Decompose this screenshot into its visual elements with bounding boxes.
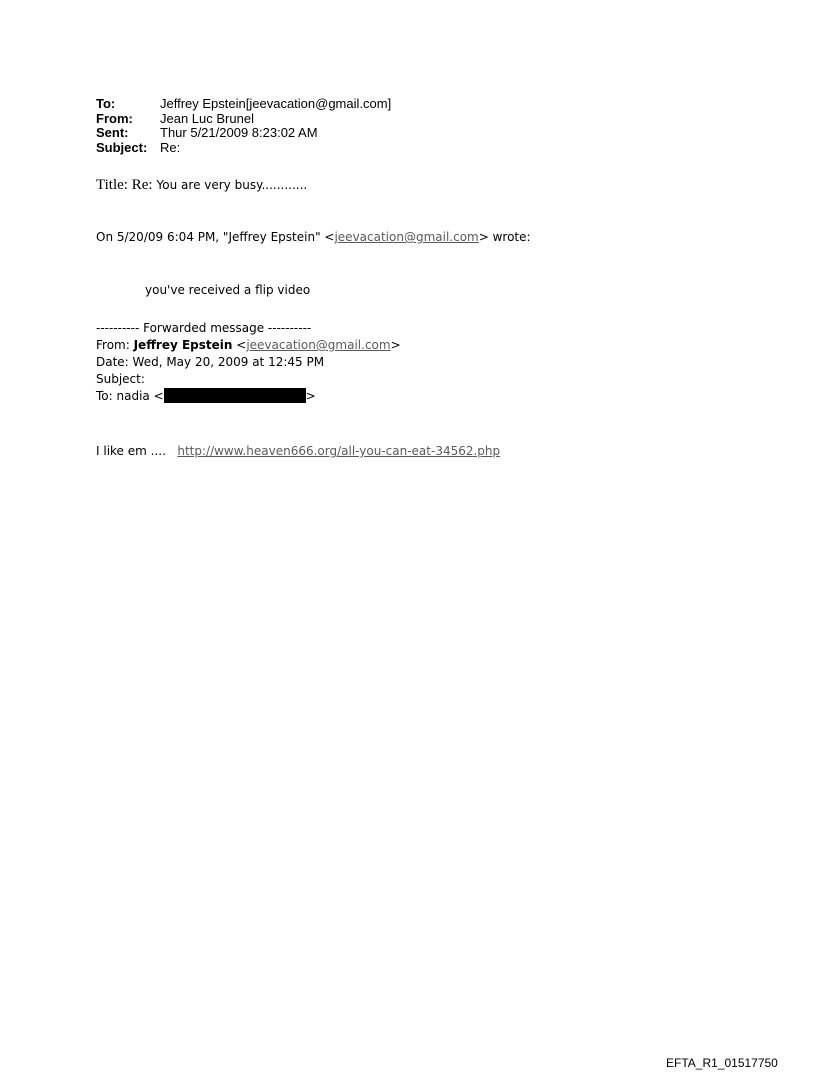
redaction-bar xyxy=(164,388,306,403)
sent-label: Sent: xyxy=(96,125,129,140)
subject-value: Re: xyxy=(160,139,181,155)
from-value: Jean Luc Brunel xyxy=(160,110,254,126)
quote-intro-suffix: > wrote: xyxy=(478,230,531,244)
title-label: Title: Re: xyxy=(96,177,153,193)
to-row xyxy=(96,97,391,112)
forward-date: Date: Wed, May 20, 2009 at 12:45 PM xyxy=(96,355,325,369)
from-row xyxy=(96,112,391,127)
forward-email-open: < xyxy=(232,338,247,352)
from-label: From: xyxy=(96,110,133,126)
forward-subject: Subject: xyxy=(96,372,145,386)
title-value: You are very busy............ xyxy=(156,178,308,192)
sent-value: Thur 5/21/2009 8:23:02 AM xyxy=(160,125,318,140)
message-text: I like em .... xyxy=(96,444,166,458)
forward-from-name: Jeffrey Epstein xyxy=(133,338,233,352)
to-label: To: xyxy=(96,96,116,111)
sent-row xyxy=(96,126,391,141)
message-link[interactable]: http://www.heaven666.org/all-you-can-eat-34562.php xyxy=(177,444,501,458)
forward-to-line xyxy=(96,388,401,405)
message-line xyxy=(96,444,500,458)
quote-intro-prefix: On 5/20/09 6:04 PM, "Jeffrey Epstein" < xyxy=(96,230,335,244)
quoted-text: you've received a flip video xyxy=(145,283,311,297)
subject-row xyxy=(96,141,391,156)
forward-to-suffix: > xyxy=(305,389,316,403)
forwarded-message xyxy=(96,320,401,405)
to-value: Jeffrey Epstein[jeevacation@gmail.com] xyxy=(160,96,392,111)
forward-separator: ---------- Forwarded message ---------- xyxy=(96,321,312,335)
email-header xyxy=(96,97,391,155)
quote-intro xyxy=(96,230,531,244)
forward-to-prefix: To: nadia < xyxy=(96,389,164,403)
forward-from-email-link[interactable]: jeevacation@gmail.com xyxy=(246,338,391,352)
document-id: EFTA_R1_01517750 xyxy=(666,1056,778,1070)
forward-from-line xyxy=(96,337,401,354)
quote-email-link[interactable]: jeevacation@gmail.com xyxy=(334,230,479,244)
title-line xyxy=(96,176,307,194)
forward-email-close: > xyxy=(390,338,401,352)
forward-from-prefix: From: xyxy=(96,338,134,352)
subject-label: Subject: xyxy=(96,139,148,155)
